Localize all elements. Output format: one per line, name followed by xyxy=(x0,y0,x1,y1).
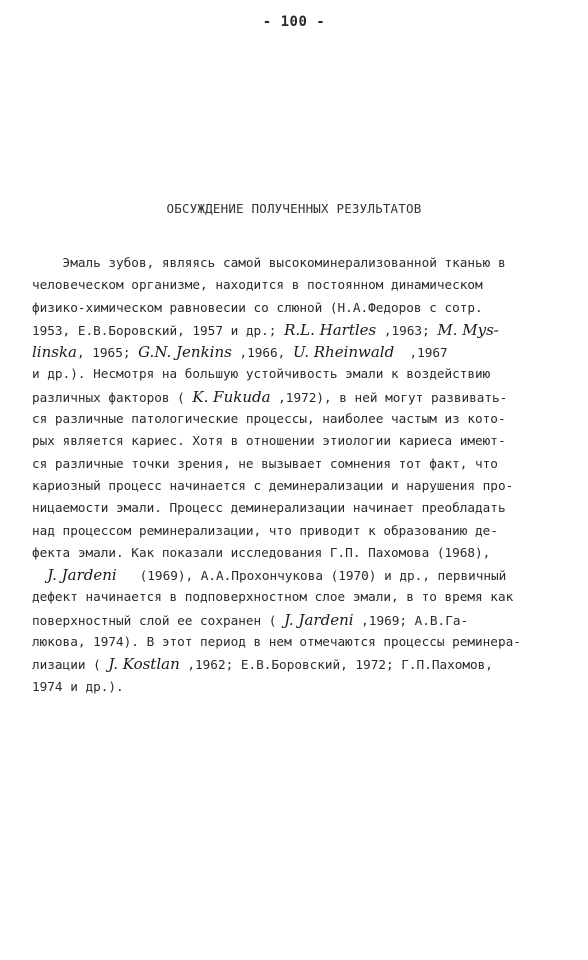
text-line xyxy=(32,631,552,653)
typed-text: над процессом реминерализации, что приводит к образованию де- xyxy=(32,522,498,538)
typed-text: (1969), А.А.Прохончукова (1970) и др., первичный xyxy=(116,568,507,584)
text-line xyxy=(32,542,552,564)
handwritten-author-name: M. Mys- xyxy=(437,320,499,339)
typed-text: , 1965; xyxy=(77,345,139,361)
handwritten-author-name: U. Rheinwald xyxy=(292,343,395,362)
body-paragraph xyxy=(32,252,552,698)
typed-text: ся различные патологические процессы, наиболее частым из кото- xyxy=(32,411,506,427)
typed-text: кариозный процесс начинается с деминерализации и нарушения про- xyxy=(32,477,514,493)
handwritten-author-name: J. Jardeni xyxy=(284,610,354,629)
text-line xyxy=(32,653,552,675)
handwritten-author-name: G.N. Jenkins xyxy=(138,343,232,362)
typed-text: ,1967 xyxy=(394,345,448,361)
handwritten-author-name: J. Kostlan xyxy=(108,655,180,674)
handwritten-author-name: J. Jardeni xyxy=(47,566,117,585)
text-line xyxy=(32,386,552,408)
handwritten-author-name: R.L. Hartles xyxy=(284,320,377,339)
text-line xyxy=(32,586,552,608)
typed-text: люкова, 1974). В этот период в нем отмечаются процессы реминера- xyxy=(32,634,521,650)
text-line xyxy=(32,676,552,698)
text-line xyxy=(32,609,552,631)
typed-text: ся различные точки зрения, не вызывает сомнения тот факт, что xyxy=(32,455,498,471)
text-line xyxy=(32,252,552,274)
typed-text: поверхностный слой ее сохранен ( xyxy=(32,612,285,628)
typed-text: лизации ( xyxy=(32,657,109,673)
text-line xyxy=(32,319,552,341)
text-line xyxy=(32,453,552,475)
text-line xyxy=(32,475,552,497)
text-line xyxy=(32,497,552,519)
typed-text: человеческом организме, находится в постоянном динамическом xyxy=(32,277,483,293)
typed-text: Эмаль зубов, являясь самой высокоминерализованной тканью в xyxy=(32,255,506,270)
typed-text: ,1963; xyxy=(376,322,438,338)
typed-text: и др.). Несмотря на большую устойчивость эмали к воздействию xyxy=(32,366,491,382)
typed-text: ,1962; Е.В.Боровский, 1972; Г.П.Пахомов, xyxy=(179,657,493,673)
typed-text: рых является кариес. Хотя в отношении этиологии кариеса имеют- xyxy=(32,433,506,449)
typed-text: физико-химическом равновесии со слюной (Н.А.Федоров с сотр. xyxy=(32,299,483,315)
typed-text: ницаемости эмали. Процесс деминерализации начинает преобладать xyxy=(32,500,506,516)
typed-text: дефект начинается в подповерхностном слое эмали, в то время как xyxy=(32,589,514,605)
typed-text: ,1969; А.В.Га- xyxy=(353,612,469,628)
text-line xyxy=(32,430,552,452)
text-line xyxy=(32,408,552,430)
handwritten-author-name: K. Fukuda xyxy=(192,387,271,406)
typed-text: ,1972), в ней могут развивать- xyxy=(270,389,508,405)
typed-text: фекта эмали. Как показали исследования Г.П. Пахомова (1968), xyxy=(32,544,491,560)
page-number: - 100 - xyxy=(262,14,326,30)
text-line xyxy=(32,274,552,296)
section-title: ОБСУЖДЕНИЕ ПОЛУЧЕННЫХ РЕЗУЛЬТАТОВ xyxy=(166,201,422,216)
typed-text: ,1966, xyxy=(231,345,293,361)
typed-text: различных факторов ( xyxy=(32,389,193,405)
typed-text: 1953, Е.В.Боровский, 1957 и др.; xyxy=(32,322,285,338)
typed-text: 1974 и др.). xyxy=(32,678,124,694)
handwritten-author-name: linska xyxy=(32,343,77,362)
text-line xyxy=(32,363,552,385)
text-line xyxy=(32,564,552,586)
text-line xyxy=(32,341,552,363)
text-line xyxy=(32,297,552,319)
text-line xyxy=(32,520,552,542)
typed-text xyxy=(32,568,47,583)
